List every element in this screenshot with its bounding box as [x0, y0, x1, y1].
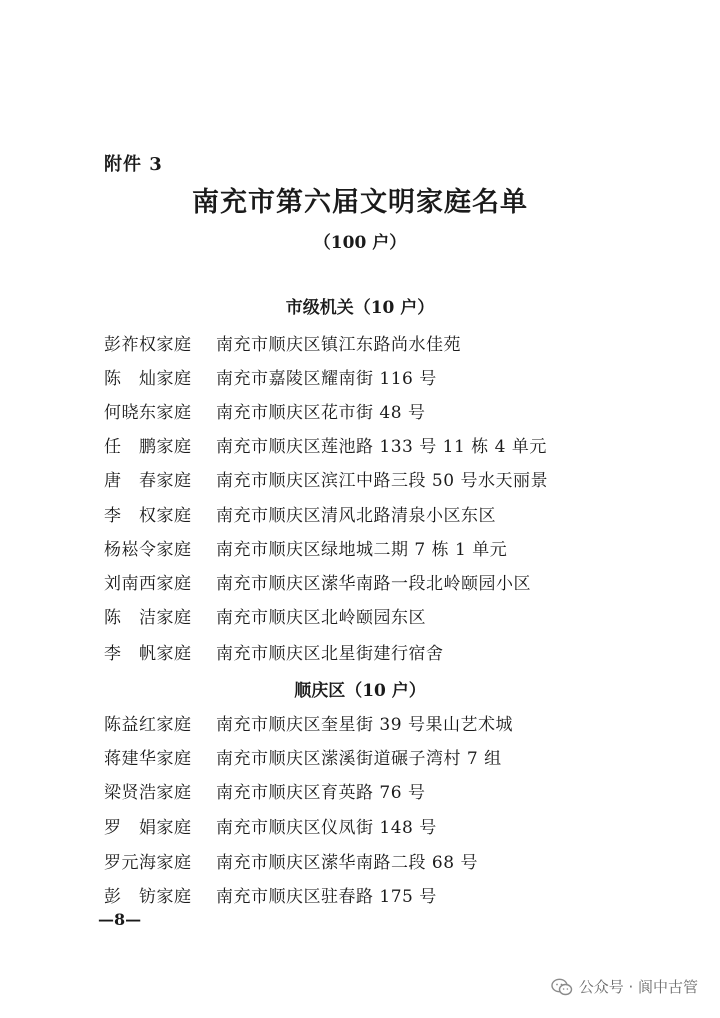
watermark	[551, 976, 698, 997]
family-address: 南充市顺庆区潆溪街道碾子湾村 7 组	[216, 749, 502, 769]
family-name: 彭祚权家庭	[104, 335, 192, 355]
family-address: 南充市顺庆区滨江中路三段 50 号水天丽景	[216, 471, 548, 491]
family-address: 南充市顺庆区镇江东路尚水佳苑	[216, 335, 461, 355]
page-number: —8—	[98, 910, 142, 929]
family-name: 梁贤浩家庭	[104, 783, 192, 803]
family-name: 蒋建华家庭	[104, 749, 192, 769]
family-address: 南充市顺庆区仪凤街 148 号	[216, 818, 437, 838]
family-name: 罗 娟家庭	[104, 818, 192, 838]
family-address: 南充市顺庆区北星街建行宿舍	[216, 644, 444, 664]
family-name: 彭 钫家庭	[104, 887, 192, 907]
family-address: 南充市顺庆区莲池路 133 号 11 栋 4 单元	[216, 437, 547, 457]
family-address: 南充市顺庆区花市街 48 号	[216, 403, 426, 423]
family-name: 杨崧令家庭	[104, 540, 192, 560]
family-name: 李 权家庭	[104, 506, 192, 526]
section-heading-shunqing: 顺庆区（10 户）	[294, 681, 426, 701]
list-item	[104, 813, 437, 843]
family-name: 陈 洁家庭	[104, 608, 192, 628]
list-item	[104, 535, 507, 565]
family-name: 唐 春家庭	[104, 471, 192, 491]
list-item	[104, 778, 425, 808]
list-item	[104, 710, 513, 740]
family-name: 任 鹏家庭	[104, 437, 192, 457]
list-item	[104, 364, 437, 394]
family-address: 南充市嘉陵区耀南街 116 号	[216, 369, 437, 389]
list-item	[104, 432, 547, 462]
list-item	[104, 603, 426, 633]
family-address: 南充市顺庆区育英路 76 号	[216, 783, 426, 803]
section-heading-city-organs: 市级机关（10 户）	[285, 298, 435, 318]
family-name: 刘南西家庭	[104, 574, 192, 594]
list-item	[104, 501, 496, 531]
list-item	[104, 639, 444, 669]
family-address: 南充市顺庆区潆华南路一段北岭颐园小区	[216, 574, 531, 594]
page-title: 南充市第六届文明家庭名单	[192, 187, 528, 218]
family-address: 南充市顺庆区北岭颐园东区	[216, 608, 426, 628]
family-address: 南充市顺庆区奎星街 39 号果山艺术城	[216, 715, 513, 735]
family-address: 南充市顺庆区绿地城二期 7 栋 1 单元	[216, 540, 508, 560]
list-item	[104, 744, 502, 774]
family-name: 何晓东家庭	[104, 403, 192, 423]
family-name: 陈 灿家庭	[104, 369, 192, 389]
household-count: （100 户）	[313, 233, 407, 253]
watermark-text: 公众号 · 阆中古管	[578, 978, 698, 996]
family-address: 南充市顺庆区驻春路 175 号	[216, 887, 437, 907]
list-item	[104, 466, 548, 496]
list-item	[104, 569, 531, 599]
family-name: 罗元海家庭	[104, 853, 192, 873]
list-item	[104, 398, 425, 428]
family-name: 陈益红家庭	[104, 715, 192, 735]
wechat-icon	[551, 978, 573, 996]
list-item	[104, 330, 461, 360]
family-name: 李 帆家庭	[104, 644, 192, 664]
family-address: 南充市顺庆区潆华南路二段 68 号	[216, 853, 478, 873]
family-address: 南充市顺庆区清风北路清泉小区东区	[216, 506, 496, 526]
attachment-label: 附件 3	[104, 154, 163, 175]
list-item	[104, 882, 437, 912]
list-item	[104, 848, 478, 878]
